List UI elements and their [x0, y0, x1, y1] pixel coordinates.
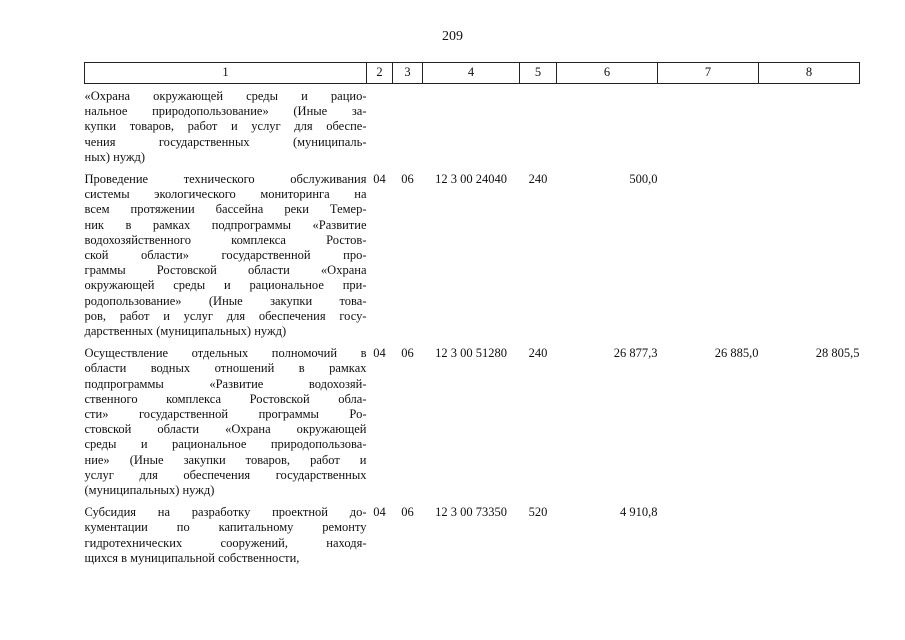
section-code: 04 [373, 346, 386, 361]
target-article-code: 12 3 00 24040 [435, 172, 507, 187]
description-line: подпрограммы «Развитие водохозяй- [84, 376, 367, 391]
description-line: ской области» государственной про- [84, 248, 367, 263]
description-line: среды и рациональное природопользова- [84, 437, 367, 452]
page-number: 209 [442, 29, 463, 44]
description-line: ров, работ и услуг для обеспечения госу- [84, 308, 367, 323]
amount-year-1: 4 910,8 [620, 505, 658, 520]
subsection-code: 06 [401, 172, 414, 187]
table-row [85, 84, 860, 173]
description-line: Субсидия на разработку проектной до- [84, 505, 367, 520]
expense-type-code: 240 [528, 346, 548, 361]
subsection-code: 06 [401, 505, 414, 520]
description-line: Осуществление отдельных полномочий в [84, 346, 367, 361]
description-line: системы экологического мониторинга на [84, 187, 367, 202]
subsection-code: 06 [401, 346, 414, 361]
description-line: дарственных (муниципальных) нужд) [84, 324, 287, 339]
column-header: 2 [367, 63, 393, 84]
column-header: 6 [557, 63, 658, 84]
section-code: 04 [373, 505, 386, 520]
budget-table [84, 62, 860, 573]
amount-year-2 [658, 84, 759, 173]
row-description [85, 84, 367, 173]
target-article-code: 12 3 00 51280 [435, 346, 507, 361]
amount-year-3 [759, 172, 860, 346]
description-line: всем протяжении бассейна реки Темер- [84, 202, 367, 217]
amount-year-1: 26 877,3 [613, 346, 658, 361]
description-line: гидротехнических сооружений, находя- [84, 535, 367, 550]
description-line: водохозяйственного комплекса Ростов- [84, 232, 367, 247]
description-line: ных) нужд) [84, 149, 146, 164]
amount-year-1: 500,0 [629, 172, 658, 187]
description-line: (муниципальных) нужд) [84, 483, 215, 498]
description-line: граммы Ростовской области «Охрана [84, 263, 367, 278]
amount-year-2 [658, 172, 759, 346]
table-row [85, 505, 860, 573]
section-code [367, 84, 393, 173]
column-header: 1 [85, 63, 367, 84]
table-row [85, 172, 860, 346]
amount-year-3 [759, 505, 860, 573]
row-description [85, 346, 367, 505]
amount-year-3: 28 805,5 [815, 346, 860, 361]
description-line: родопользование» (Иные закупки това- [84, 293, 367, 308]
description-line: купки товаров, работ и услуг для обеспе- [84, 119, 367, 134]
description-line: стовской области «Охрана окружающей [84, 422, 367, 437]
description-line: ние» (Иные закупки товаров, работ и [84, 452, 367, 467]
row-description [85, 172, 367, 346]
amount-year-2 [658, 505, 759, 573]
description-line: сти» государственной программы Ро- [84, 407, 367, 422]
subsection-code [393, 84, 423, 173]
description-line: кументации по капитальному ремонту [84, 520, 367, 535]
column-header: 8 [759, 63, 860, 84]
section-code: 04 [373, 172, 386, 187]
description-line: окружающей среды и рациональное при- [84, 278, 367, 293]
header-row [85, 63, 860, 84]
description-line: чения государственных (муниципаль- [84, 134, 367, 149]
description-line: щихся в муниципальной собственности, [84, 550, 300, 565]
row-description [85, 505, 367, 573]
table-body [85, 84, 860, 574]
column-header: 7 [658, 63, 759, 84]
target-article-code: 12 3 00 73350 [435, 505, 507, 520]
description-line: ник в рамках подпрограммы «Развитие [84, 217, 367, 232]
description-line: «Охрана окружающей среды и рацио- [84, 89, 367, 103]
description-line: области водных отношений в рамках [84, 361, 367, 376]
amount-year-3 [759, 84, 860, 173]
description-line: услуг для обеспечения государственных [84, 467, 367, 482]
column-header: 5 [520, 63, 557, 84]
table-row [85, 346, 860, 505]
column-header: 4 [423, 63, 520, 84]
description-line: ственного комплекса Ростовской обла- [84, 391, 367, 406]
column-header: 3 [393, 63, 423, 84]
expense-type-code [520, 84, 557, 173]
description-line: Проведение технического обслуживания [84, 172, 367, 187]
amount-year-2: 26 885,0 [714, 346, 759, 361]
target-article-code [423, 84, 520, 173]
description-line: нальное природопользование» (Иные за- [84, 104, 367, 119]
expense-type-code: 240 [528, 172, 548, 187]
expense-type-code: 520 [528, 505, 548, 520]
amount-year-1 [557, 84, 658, 173]
